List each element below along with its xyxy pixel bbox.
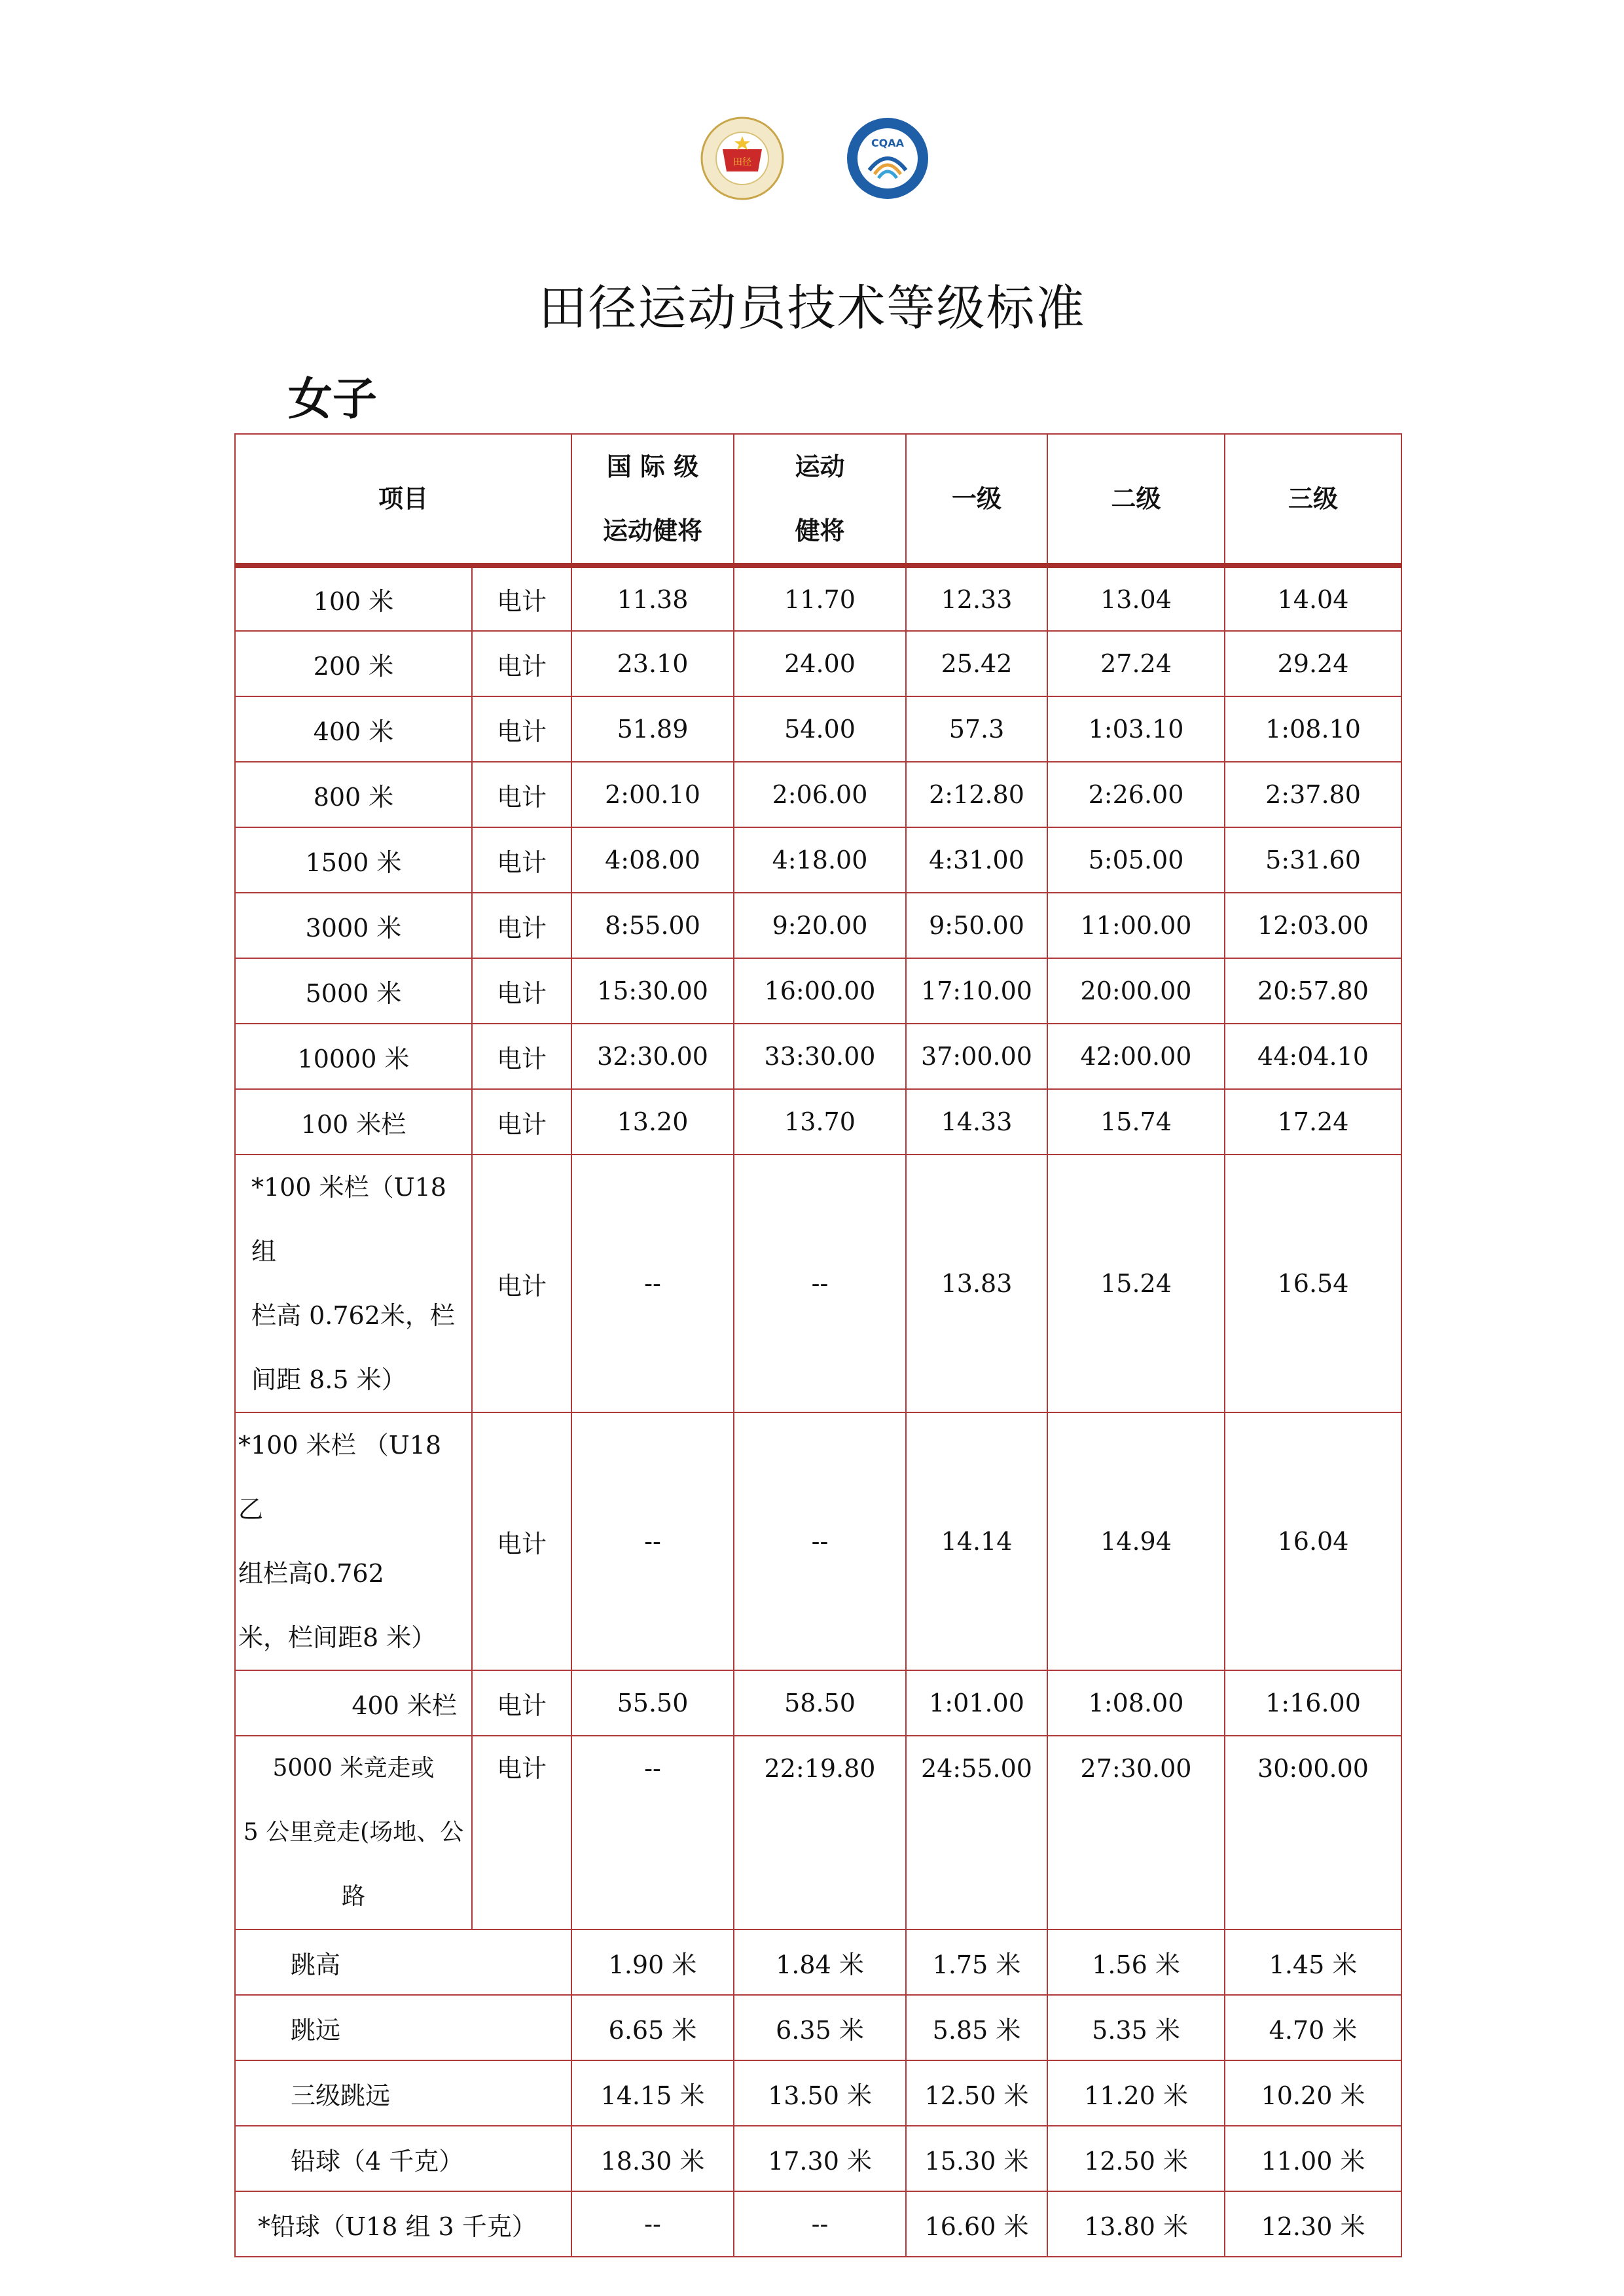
value-cell: 13.20: [571, 1089, 734, 1155]
header-row: [235, 434, 1401, 565]
timing-cell: 电计: [472, 1155, 571, 1412]
event-name: 3000 米: [235, 893, 472, 958]
timing-cell: 电计: [472, 1736, 571, 1929]
table-row: [235, 2191, 1401, 2257]
header-first-class: 一级: [906, 434, 1047, 565]
value-cell: --: [734, 1155, 906, 1412]
value-cell: 15.24: [1047, 1155, 1225, 1412]
value-cell: 2:26.00: [1047, 762, 1225, 827]
event-name: 100 米: [235, 565, 472, 631]
timing-cell: 电计: [472, 696, 571, 762]
event-name: 三级跳远: [235, 2060, 571, 2126]
value-cell: 11:00.00: [1047, 893, 1225, 958]
value-cell: 18.30 米: [571, 2126, 734, 2191]
value-cell: 15.30 米: [906, 2126, 1047, 2191]
event-name: 800 米: [235, 762, 472, 827]
value-cell: --: [734, 2191, 906, 2257]
event-name: 10000 米: [235, 1024, 472, 1089]
table-row: [235, 2126, 1401, 2191]
table-row: [235, 1995, 1401, 2060]
page-title: 田径运动员技术等级标准: [538, 280, 1086, 336]
table-row: [235, 1736, 1401, 1929]
header-master: 运动 健将: [734, 434, 906, 565]
chinese-athletics-association-logo: [700, 117, 784, 200]
table-row: [235, 1412, 1401, 1670]
value-cell: 14.15 米: [571, 2060, 734, 2126]
value-cell: 25.42: [906, 631, 1047, 696]
value-cell: 55.50: [571, 1670, 734, 1736]
table-row: [235, 827, 1401, 893]
table-row: [235, 893, 1401, 958]
value-cell: 1:03.10: [1047, 696, 1225, 762]
value-cell: 44:04.10: [1225, 1024, 1401, 1089]
event-name: 200 米: [235, 631, 472, 696]
value-cell: --: [571, 2191, 734, 2257]
event-name: 铅球（4 千克）: [235, 2126, 571, 2191]
value-cell: 15:30.00: [571, 958, 734, 1024]
cqaa-logo: [846, 117, 929, 200]
value-cell: 37:00.00: [906, 1024, 1047, 1089]
svg-text:CQAA: CQAA: [871, 137, 905, 149]
event-name: *100 米栏 （U18 乙 组栏高0.762 米，栏间距8 米）: [235, 1412, 472, 1670]
timing-cell: 电计: [472, 893, 571, 958]
value-cell: 12.50 米: [906, 2060, 1047, 2126]
value-cell: 13.50 米: [734, 2060, 906, 2126]
value-cell: 2:12.80: [906, 762, 1047, 827]
value-cell: 10.20 米: [1225, 2060, 1401, 2126]
value-cell: --: [571, 1736, 734, 1929]
value-cell: 16:00.00: [734, 958, 906, 1024]
value-cell: 14.04: [1225, 565, 1401, 631]
header-second-class: 二级: [1047, 434, 1225, 565]
timing-cell: 电计: [472, 565, 571, 631]
table-row: [235, 1670, 1401, 1736]
timing-cell: 电计: [472, 631, 571, 696]
event-name: 400 米栏: [235, 1670, 472, 1736]
value-cell: 1.56 米: [1047, 1929, 1225, 1995]
table-row: [235, 1024, 1401, 1089]
value-cell: 20:00.00: [1047, 958, 1225, 1024]
value-cell: 1:01.00: [906, 1670, 1047, 1736]
value-cell: 2:37.80: [1225, 762, 1401, 827]
value-cell: --: [571, 1412, 734, 1670]
logo-row: [0, 117, 1624, 208]
value-cell: 1:08.00: [1047, 1670, 1225, 1736]
value-cell: 12:03.00: [1225, 893, 1401, 958]
value-cell: --: [734, 1412, 906, 1670]
value-cell: 9:50.00: [906, 893, 1047, 958]
value-cell: 24.00: [734, 631, 906, 696]
value-cell: 27.24: [1047, 631, 1225, 696]
value-cell: 14.14: [906, 1412, 1047, 1670]
value-cell: 23.10: [571, 631, 734, 696]
table-row: [235, 696, 1401, 762]
value-cell: 5:31.60: [1225, 827, 1401, 893]
value-cell: 6.35 米: [734, 1995, 906, 2060]
value-cell: 5:05.00: [1047, 827, 1225, 893]
value-cell: 32:30.00: [571, 1024, 734, 1089]
value-cell: 11.00 米: [1225, 2126, 1401, 2191]
value-cell: 9:20.00: [734, 893, 906, 958]
timing-cell: 电计: [472, 958, 571, 1024]
value-cell: 54.00: [734, 696, 906, 762]
event-name: 100 米栏: [235, 1089, 472, 1155]
value-cell: --: [571, 1155, 734, 1412]
value-cell: 4:31.00: [906, 827, 1047, 893]
event-name: *100 米栏（U18 组 栏高 0.762米，栏 间距 8.5 米）: [235, 1155, 472, 1412]
value-cell: 5.85 米: [906, 1995, 1047, 2060]
event-name: 跳远: [235, 1995, 571, 2060]
value-cell: 13.70: [734, 1089, 906, 1155]
value-cell: 11.38: [571, 565, 734, 631]
value-cell: 1.45 米: [1225, 1929, 1401, 1995]
value-cell: 24:55.00: [906, 1736, 1047, 1929]
value-cell: 20:57.80: [1225, 958, 1401, 1024]
value-cell: 14.33: [906, 1089, 1047, 1155]
value-cell: 16.60 米: [906, 2191, 1047, 2257]
value-cell: 51.89: [571, 696, 734, 762]
value-cell: 15.74: [1047, 1089, 1225, 1155]
value-cell: 13.80 米: [1047, 2191, 1225, 2257]
value-cell: 1.75 米: [906, 1929, 1047, 1995]
value-cell: 17:10.00: [906, 958, 1047, 1024]
event-name: 5000 米: [235, 958, 472, 1024]
value-cell: 58.50: [734, 1670, 906, 1736]
value-cell: 11.20 米: [1047, 2060, 1225, 2126]
section-heading: 女子: [288, 374, 378, 425]
table-row: [235, 958, 1401, 1024]
value-cell: 4:08.00: [571, 827, 734, 893]
value-cell: 8:55.00: [571, 893, 734, 958]
value-cell: 29.24: [1225, 631, 1401, 696]
timing-cell: 电计: [472, 1024, 571, 1089]
event-name: 5000 米竞走或 5 公里竞走(场地、公路: [235, 1736, 472, 1929]
value-cell: 1.84 米: [734, 1929, 906, 1995]
value-cell: 12.30 米: [1225, 2191, 1401, 2257]
value-cell: 27:30.00: [1047, 1736, 1225, 1929]
timing-cell: 电计: [472, 827, 571, 893]
value-cell: 1.90 米: [571, 1929, 734, 1995]
header-item: 项目: [235, 434, 571, 565]
table-row: [235, 631, 1401, 696]
value-cell: 12.50 米: [1047, 2126, 1225, 2191]
event-name: 400 米: [235, 696, 472, 762]
value-cell: 1:08.10: [1225, 696, 1401, 762]
value-cell: 33:30.00: [734, 1024, 906, 1089]
value-cell: 5.35 米: [1047, 1995, 1225, 2060]
event-name: *铅球（U18 组 3 千克）: [235, 2191, 571, 2257]
value-cell: 30:00.00: [1225, 1736, 1401, 1929]
table-row: [235, 2060, 1401, 2126]
value-cell: 13.04: [1047, 565, 1225, 631]
timing-cell: 电计: [472, 1089, 571, 1155]
value-cell: 2:06.00: [734, 762, 906, 827]
standards-table: [234, 433, 1402, 2257]
table-row: [235, 1089, 1401, 1155]
value-cell: 6.65 米: [571, 1995, 734, 2060]
value-cell: 4.70 米: [1225, 1995, 1401, 2060]
header-third-class: 三级: [1225, 434, 1401, 565]
table-row: [235, 762, 1401, 827]
value-cell: 16.04: [1225, 1412, 1401, 1670]
timing-cell: 电计: [472, 1412, 571, 1670]
table-row: [235, 1929, 1401, 1995]
value-cell: 57.3: [906, 696, 1047, 762]
value-cell: 42:00.00: [1047, 1024, 1225, 1089]
timing-cell: 电计: [472, 1670, 571, 1736]
event-name: 跳高: [235, 1929, 571, 1995]
svg-text:田径: 田径: [733, 157, 751, 168]
value-cell: 13.83: [906, 1155, 1047, 1412]
timing-cell: 电计: [472, 762, 571, 827]
value-cell: 12.33: [906, 565, 1047, 631]
value-cell: 17.30 米: [734, 2126, 906, 2191]
value-cell: 4:18.00: [734, 827, 906, 893]
value-cell: 2:00.10: [571, 762, 734, 827]
value-cell: 1:16.00: [1225, 1670, 1401, 1736]
table-row: [235, 565, 1401, 631]
header-international-master: 国 际 级 运动健将: [571, 434, 734, 565]
value-cell: 22:19.80: [734, 1736, 906, 1929]
event-name: 1500 米: [235, 827, 472, 893]
value-cell: 17.24: [1225, 1089, 1401, 1155]
value-cell: 14.94: [1047, 1412, 1225, 1670]
value-cell: 16.54: [1225, 1155, 1401, 1412]
table-row: [235, 1155, 1401, 1412]
value-cell: 11.70: [734, 565, 906, 631]
